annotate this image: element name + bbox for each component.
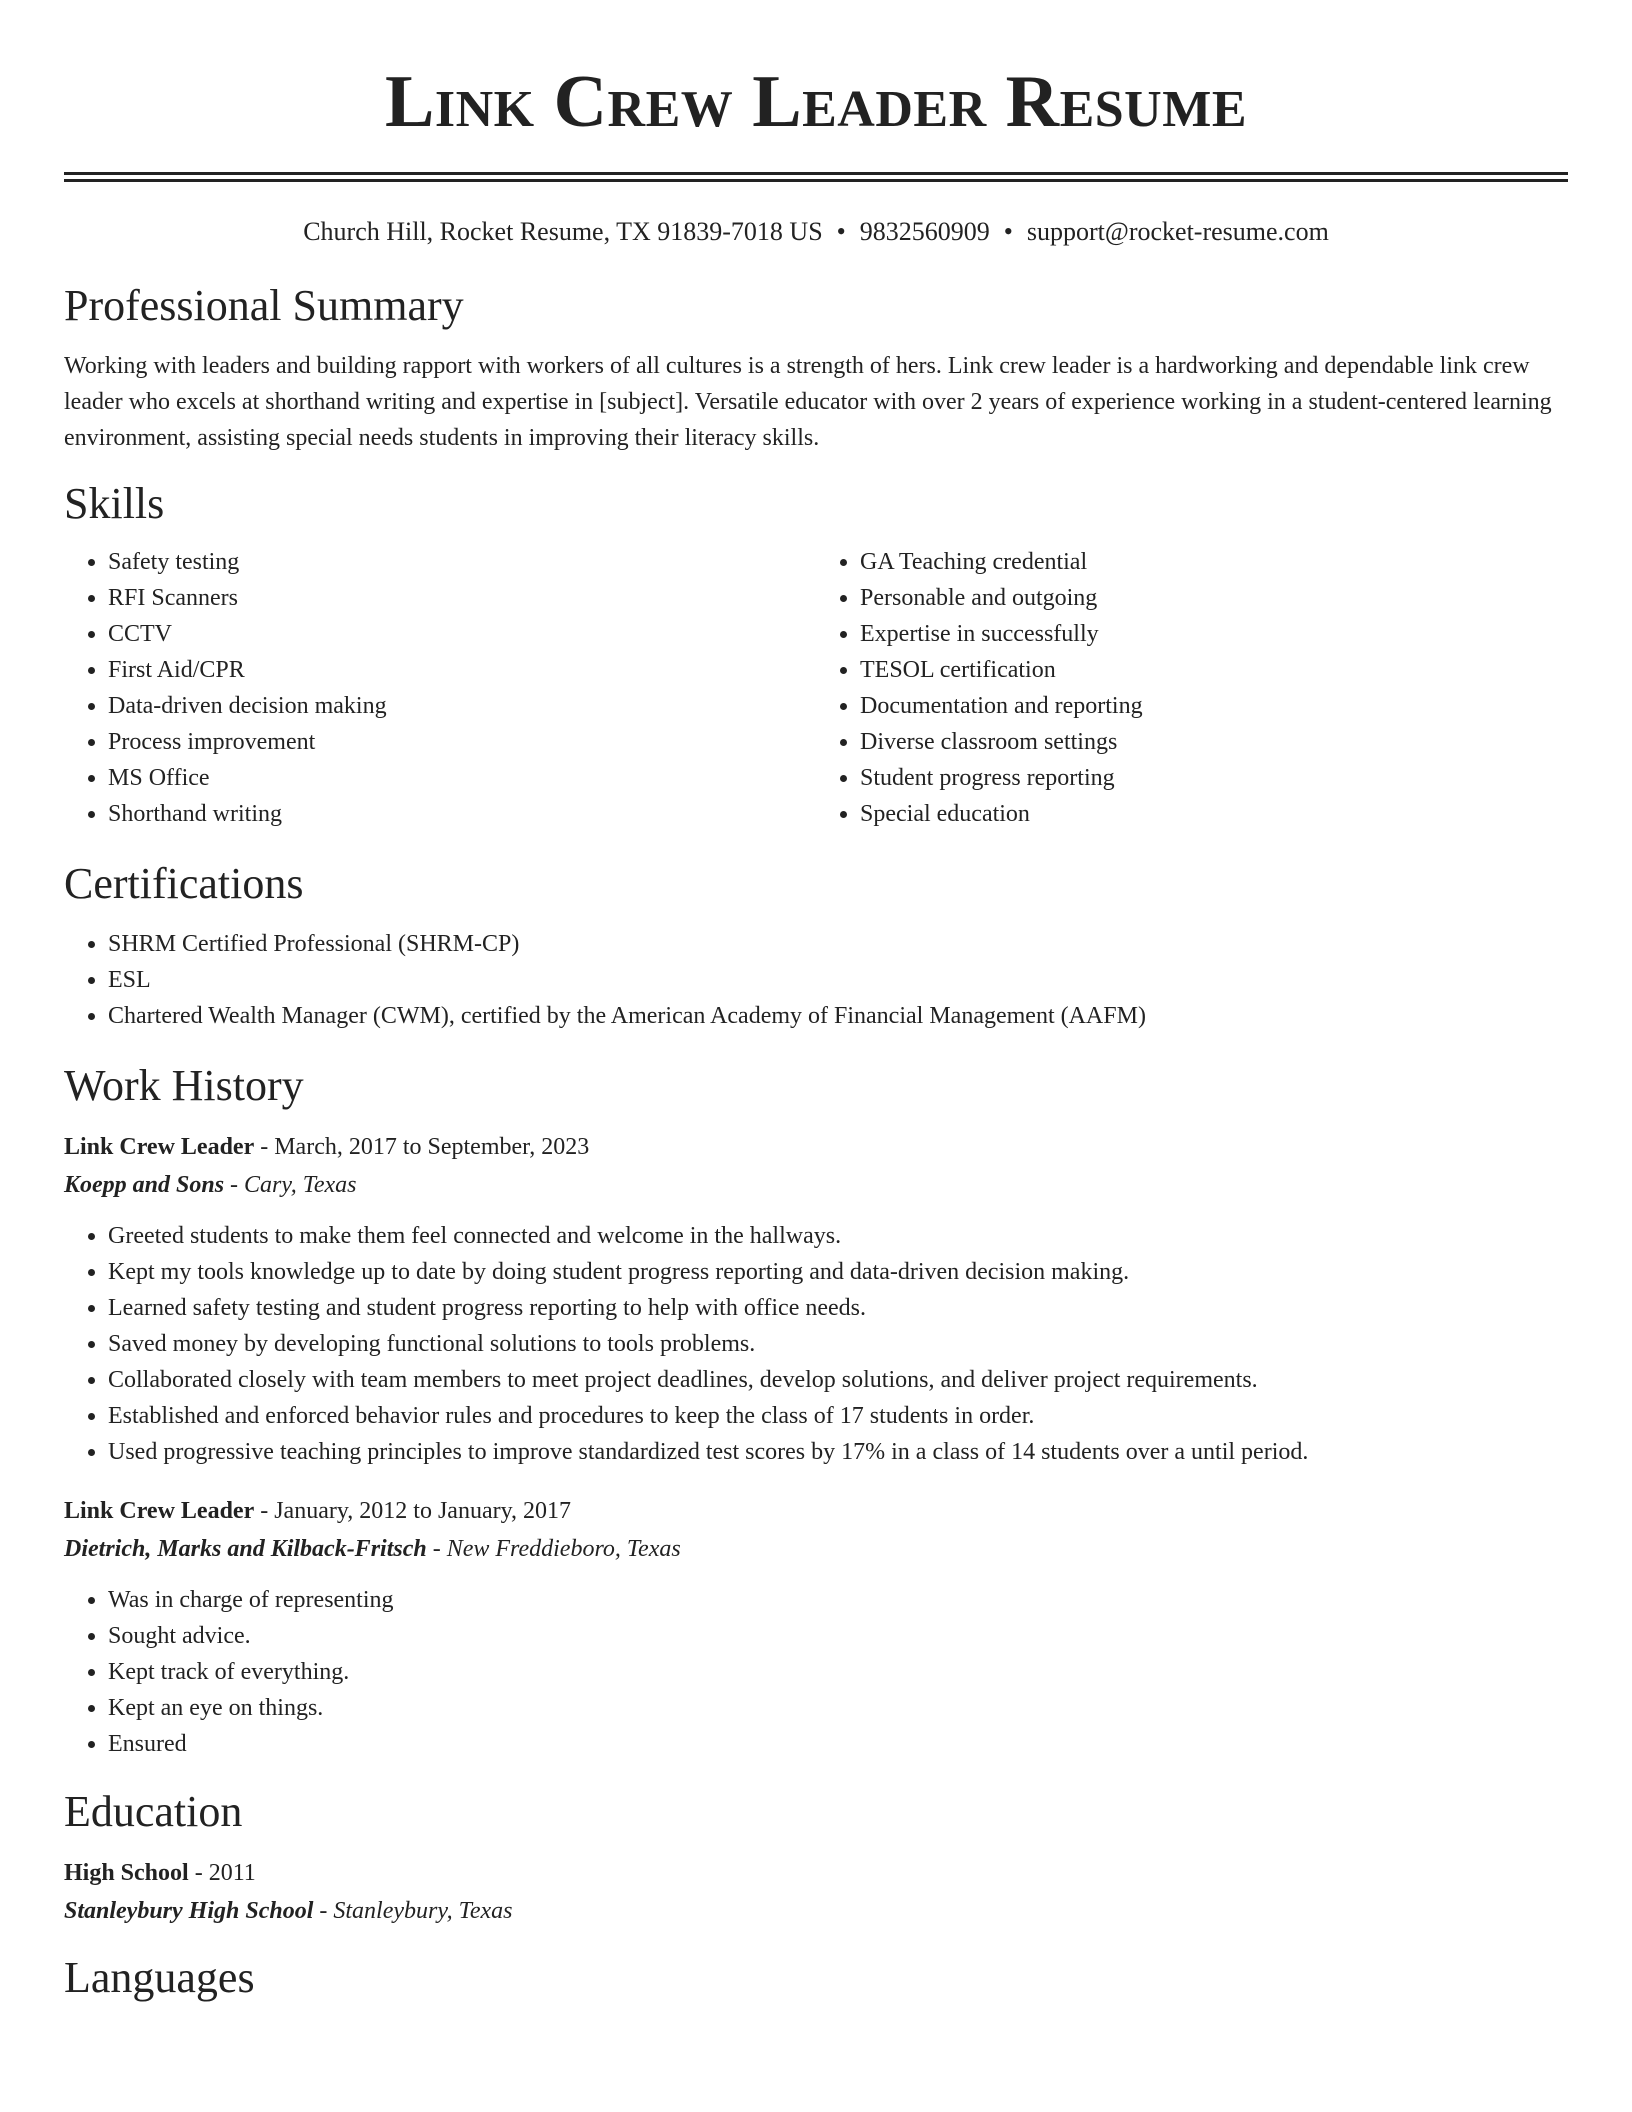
job-title-line <box>64 1128 1568 1166</box>
job-location: - Cary, Texas <box>224 1172 357 1198</box>
job-bullet: • Kept my tools knowledge up to date by doing student progress reporting and data-driven decision making. <box>108 1254 1568 1290</box>
skill-item: • Documentation and reporting <box>860 688 1568 724</box>
skill-item: • Diverse classroom settings <box>860 724 1568 760</box>
job-dates: - January, 2012 to January, 2017 <box>254 1498 572 1524</box>
languages-heading: Languages <box>64 1953 255 2002</box>
skill-item: • Special education <box>860 796 1568 832</box>
education-heading: Education <box>64 1787 243 1836</box>
job-bullet: • Saved money by developing functional solutions to tools problems. <box>108 1326 1568 1362</box>
skill-item: • Data-driven decision making <box>108 688 816 724</box>
skill-item: • TESOL certification <box>860 652 1568 688</box>
summary-heading: Professional Summary <box>64 281 464 330</box>
job-bullet: • Established and enforced behavior rules and procedures to keep the class of 17 students in order. <box>108 1398 1568 1434</box>
certification-item: • SHRM Certified Professional (SHRM-CP) <box>108 926 1568 962</box>
contact-separator: • <box>1003 217 1013 246</box>
contact-address: Church Hill, Rocket Resume, TX 91839-7018 US <box>303 217 823 246</box>
job-bullet: • Greeted students to make them feel connected and welcome in the hallways. <box>108 1218 1568 1254</box>
job-bullet: • Learned safety testing and student progress reporting to help with office needs. <box>108 1290 1568 1326</box>
job-bullet: • Used progressive teaching principles to improve standardized test scores by 17% in a class of 14 students over a until period. <box>108 1434 1568 1470</box>
title-double-rule <box>64 172 1568 182</box>
job-bullet: • Kept an eye on things. <box>108 1690 1568 1726</box>
skill-item: • GA Teaching credential <box>860 544 1568 580</box>
job-bullets <box>64 1582 1568 1762</box>
education-section <box>64 1786 1568 1930</box>
skill-item: • First Aid/CPR <box>108 652 816 688</box>
skills-list-right <box>816 544 1568 832</box>
education-school-line <box>64 1892 1568 1930</box>
education-location: - Stanleybury, Texas <box>313 1898 513 1924</box>
skills-columns <box>64 544 1568 832</box>
skill-item: • Safety testing <box>108 544 816 580</box>
education-school: Stanleybury High School <box>64 1898 314 1924</box>
contact-email[interactable]: support@rocket-resume.com <box>1026 217 1329 246</box>
job-dates: - March, 2017 to September, 2023 <box>254 1134 590 1160</box>
skills-list-left <box>64 544 816 832</box>
job-location: - New Freddieboro, Texas <box>426 1536 681 1562</box>
work-history-heading: Work History <box>64 1061 304 1110</box>
certifications-section <box>64 858 1568 1034</box>
contact-line <box>64 214 1568 250</box>
job-bullet: • Kept track of everything. <box>108 1654 1568 1690</box>
skill-item: • Process improvement <box>108 724 816 760</box>
job-company: Koepp and Sons <box>64 1172 225 1198</box>
education-degree-line <box>64 1854 1568 1892</box>
certification-item: • ESL <box>108 962 1568 998</box>
job-entry <box>64 1492 1568 1762</box>
job-title-line <box>64 1492 1568 1530</box>
skills-heading: Skills <box>64 479 165 528</box>
job-bullets <box>64 1218 1568 1470</box>
skills-section <box>64 478 1568 832</box>
job-bullet: • Collaborated closely with team members to meet project deadlines, develop solutions, and deliver project requirements. <box>108 1362 1568 1398</box>
languages-section <box>64 1952 1568 2004</box>
skill-item: • RFI Scanners <box>108 580 816 616</box>
job-bullet: • Sought advice. <box>108 1618 1568 1654</box>
education-year: - 2011 <box>188 1860 256 1886</box>
contact-phone: 9832560909 <box>859 217 990 246</box>
job-company: Dietrich, Marks and Kilback-Fritsch <box>64 1536 427 1562</box>
certifications-list <box>64 926 1568 1034</box>
summary-text: Working with leaders and building rapport with workers of all cultures is a strength of hers. Link crew leader is a hardworking and dependable link crew leader who excels at shorthand writing and expertise in [subject]. Versatile educator with over 2 years of experience working in a student-centered learning environment, assisting special needs students in improving their literacy skills. <box>64 353 1552 451</box>
skill-item: • Shorthand writing <box>108 796 816 832</box>
work-history-section <box>64 1060 1568 1762</box>
skill-item: • MS Office <box>108 760 816 796</box>
certification-item: • Chartered Wealth Manager (CWM), certified by the American Academy of Financial Management (AAFM) <box>108 998 1568 1034</box>
summary-section <box>64 280 1568 456</box>
job-company-line <box>64 1530 1568 1568</box>
skill-item: • Personable and outgoing <box>860 580 1568 616</box>
skill-item: • CCTV <box>108 616 816 652</box>
job-bullet: • Ensured <box>108 1726 1568 1762</box>
job-title: Link Crew Leader <box>64 1498 255 1524</box>
skill-item: • Student progress reporting <box>860 760 1568 796</box>
job-title: Link Crew Leader <box>64 1134 255 1160</box>
certifications-heading: Certifications <box>64 859 304 908</box>
resume-title: Link Crew Leader Resume <box>384 61 1247 143</box>
job-bullet: • Was in charge of representing <box>108 1582 1568 1618</box>
job-entry <box>64 1128 1568 1470</box>
contact-separator: • <box>836 217 846 246</box>
skill-item: • Expertise in successfully <box>860 616 1568 652</box>
education-degree: High School <box>64 1860 189 1886</box>
job-company-line <box>64 1166 1568 1204</box>
